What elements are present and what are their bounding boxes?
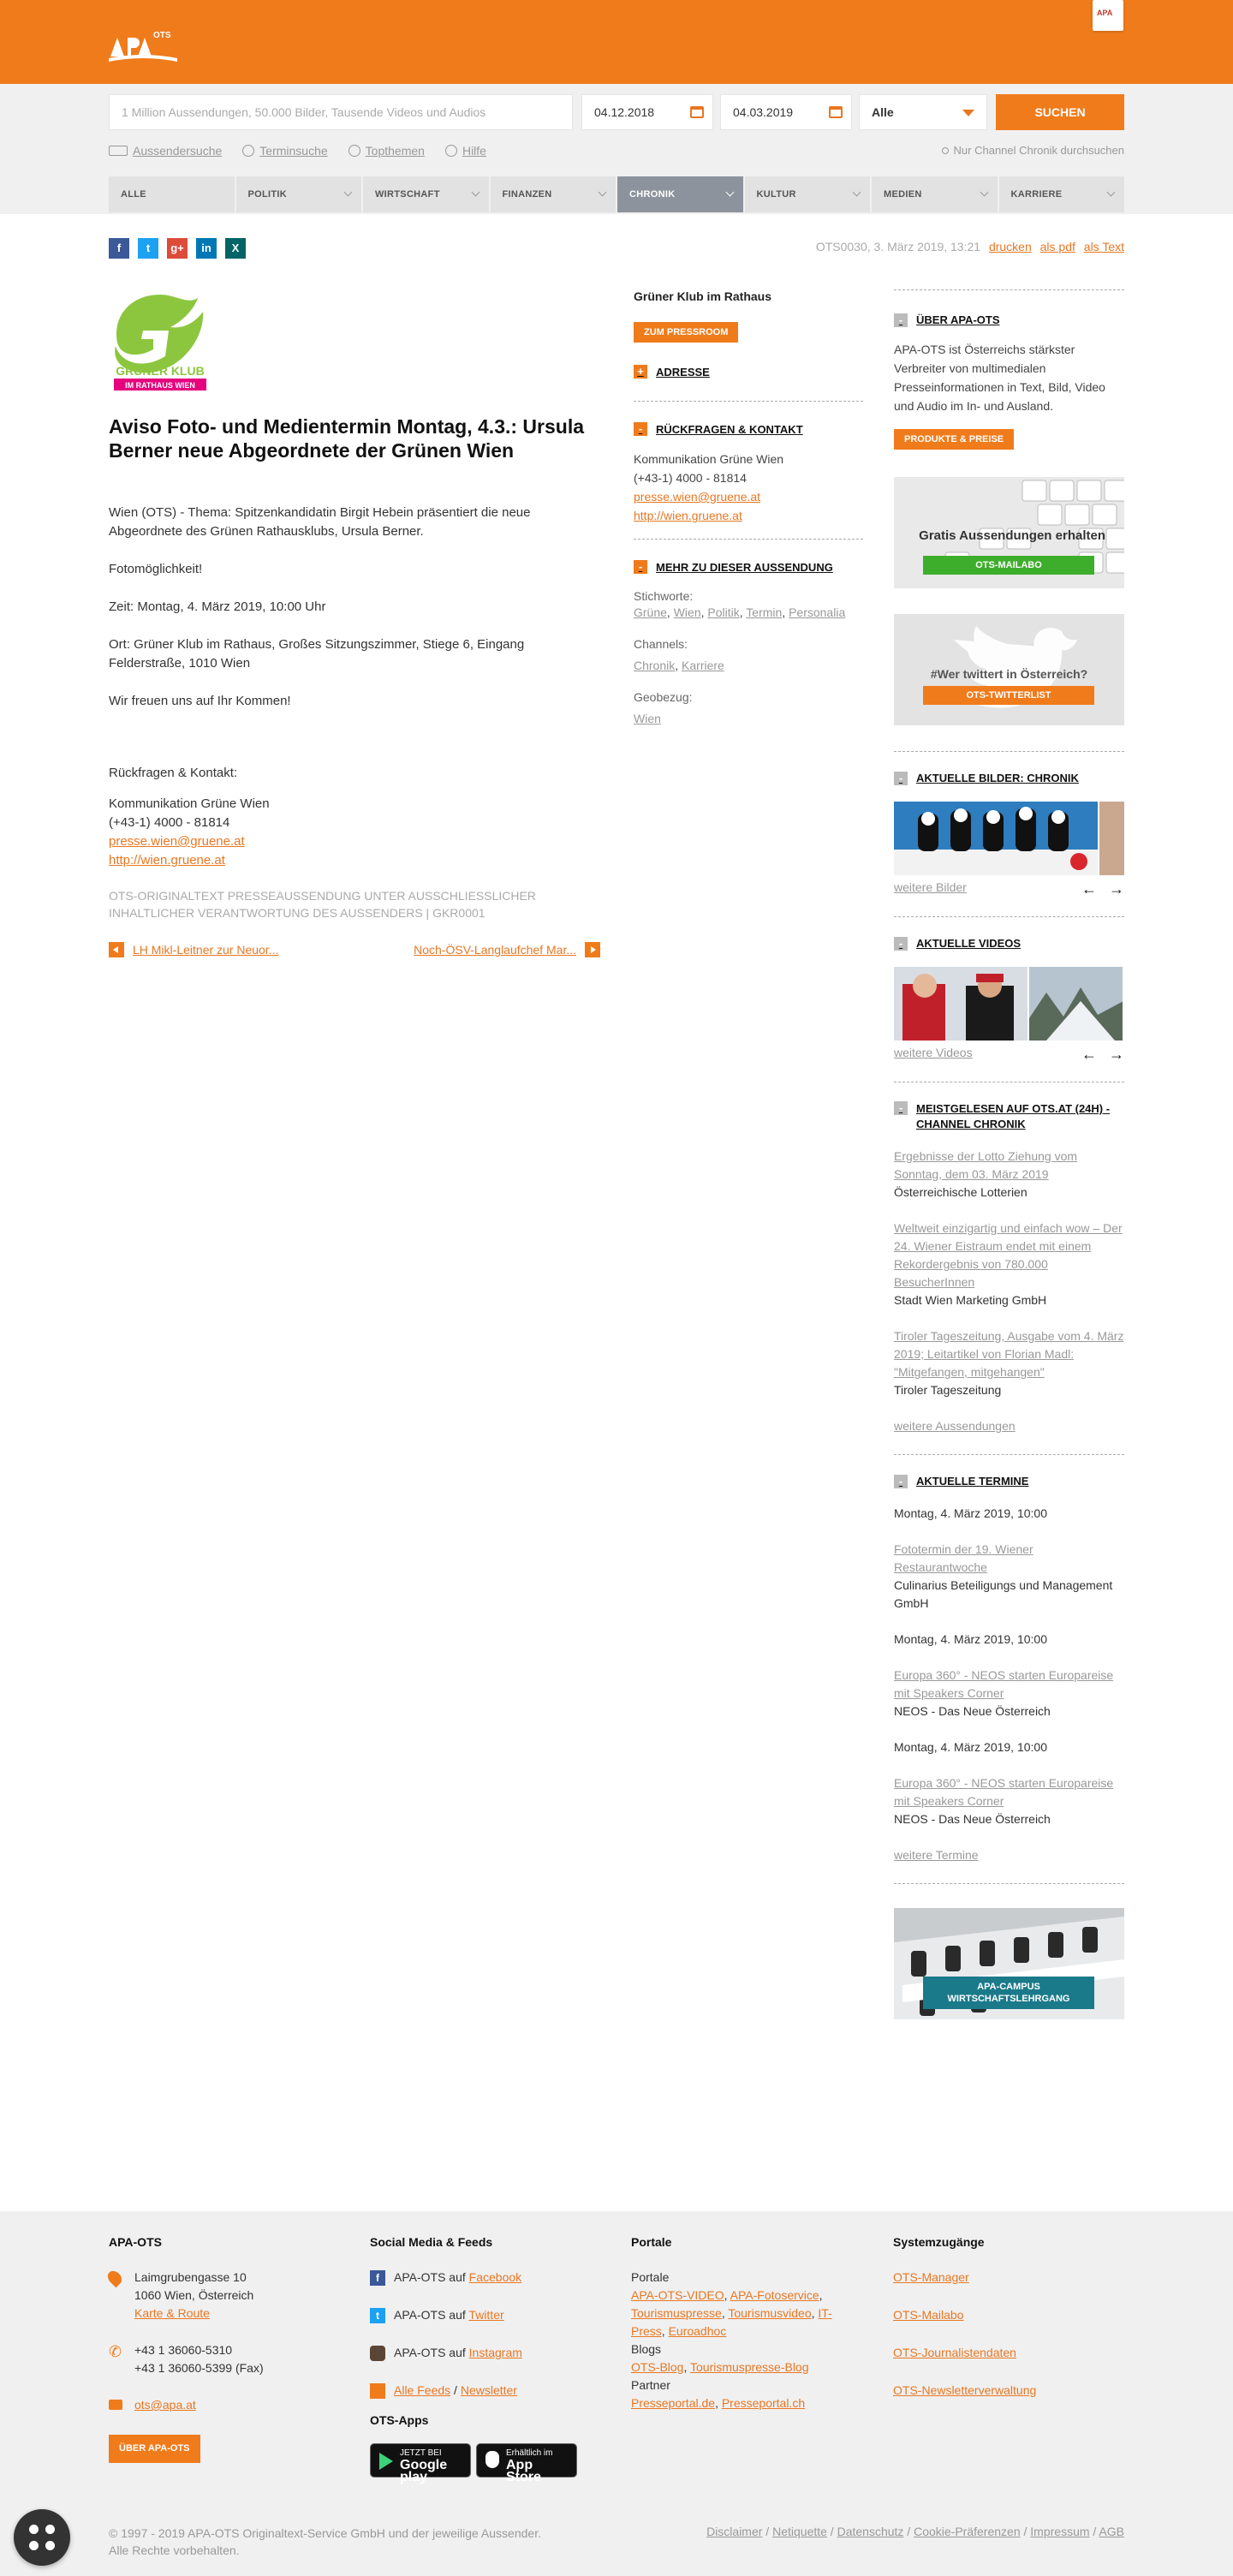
pdf-link[interactable]: als pdf — [1039, 240, 1075, 253]
quicklink-hilfe[interactable] — [445, 142, 486, 159]
tab-wirtschaft[interactable] — [363, 176, 491, 212]
chevron-down-icon — [1107, 188, 1116, 197]
fab-dot — [45, 2541, 55, 2550]
about-apa-ots-button[interactable]: ÜBER APA-OTS — [109, 2435, 200, 2463]
logo-line-2: IM RATHAUS WIEN — [125, 381, 195, 390]
keyword-link[interactable]: Grüne — [634, 605, 667, 619]
about-section-toggle[interactable] — [894, 313, 1124, 328]
apps-heading: OTS-Apps — [370, 2413, 429, 2427]
event-source: Culinarius Beteiligungs und Management GmbH — [894, 1578, 1113, 1610]
channels-list: Chronik, Karriere — [634, 659, 724, 672]
channel-only-toggle[interactable] — [942, 144, 1124, 157]
chevron-down-icon — [725, 188, 734, 197]
footer-phone: +43 1 36060-5310 — [134, 2343, 233, 2357]
facebook-link[interactable]: Facebook — [468, 2270, 522, 2284]
divider — [634, 539, 863, 540]
portal-link[interactable]: Tourismusvideo — [728, 2306, 812, 2320]
events-section-toggle[interactable] — [894, 1474, 1124, 1489]
footer — [0, 2211, 1233, 2576]
minus-icon[interactable]: - — [894, 937, 908, 951]
quicklink-label: Aussendersuche — [133, 144, 223, 158]
system-link[interactable]: OTS-Manager — [893, 2270, 969, 2284]
keywords-label: Stichworte: — [634, 589, 694, 603]
google-play-button[interactable] — [370, 2443, 471, 2484]
linkedin-icon[interactable]: in — [196, 238, 217, 259]
videos-section-toggle[interactable] — [894, 936, 1124, 951]
article-paragraph: Fotomöglichkeit! — [109, 562, 203, 576]
mailabo-button[interactable]: OTS-MAILABO — [923, 556, 1094, 575]
twitter-link[interactable]: Twitter — [468, 2308, 504, 2322]
instagram-icon — [370, 2346, 385, 2361]
instagram-link[interactable]: Instagram — [468, 2346, 522, 2359]
footer-fax: +43 1 36060-5399 (Fax) — [134, 2361, 264, 2375]
appstore-big: App Store — [506, 2458, 541, 2484]
divider — [634, 401, 863, 402]
tab-kultur[interactable] — [745, 176, 873, 212]
more-events-link[interactable]: weitere Termine — [894, 1848, 979, 1862]
chronik-image-thumb[interactable] — [894, 802, 1098, 875]
phone-icon: ✆ — [109, 2343, 122, 2360]
mailabo-promo[interactable] — [894, 477, 1124, 588]
most-read-link[interactable]: Weltweit einzigartig und einfach wow – Der 24. Wiener Eistraum endet mit einem Rekordergebnis von 780.000 BesucherInnen — [894, 1221, 1123, 1289]
videos-heading: AKTUELLE VIDEOS — [916, 937, 1022, 950]
social-prefix: APA-OTS auf — [394, 2270, 466, 2284]
search-quicklinks — [109, 142, 486, 159]
gplay-small: JETZT BEI — [400, 2448, 442, 2458]
channel-nav — [109, 176, 1124, 212]
arrow-left-icon[interactable]: ← — [1081, 880, 1097, 897]
footer-email-link[interactable]: ots@apa.at — [134, 2398, 196, 2412]
cookie-settings-button[interactable] — [14, 2509, 70, 2566]
portal-link[interactable]: Tourismuspresse — [631, 2306, 722, 2320]
images-heading: AKTUELLE BILDER: CHRONIK — [916, 772, 1079, 784]
contact-web-link[interactable]: http://wien.gruene.at — [634, 509, 742, 522]
search-button[interactable]: SUCHEN — [996, 94, 1124, 130]
ots-disclaimer: OTS-ORIGINALTEXT PRESSEAUSSENDUNG UNTER AUSSCHLIESSLICHER INHALTLICHER VERANTWORTUNG DES AUSSENDERS | GKR0001 — [109, 889, 536, 920]
channel-link[interactable]: Chronik — [634, 659, 676, 672]
mailabo-text: Gratis Aussendungen erhalten — [919, 528, 1105, 543]
more-heading: MEHR ZU DIESER AUSSENDUNG — [656, 560, 833, 574]
most-read-item — [894, 1219, 1124, 1309]
partner-label: Partner — [631, 2378, 670, 2392]
minus-icon[interactable]: - — [634, 560, 647, 574]
arrow-right-icon[interactable]: → — [1109, 880, 1124, 897]
sidebar-right — [894, 289, 1124, 2019]
blog-link[interactable]: OTS-Blog — [631, 2360, 684, 2374]
contact-email-link[interactable]: presse.wien@gruene.at — [634, 490, 761, 504]
event-source: NEOS - Das Neue Österreich — [894, 1812, 1051, 1826]
more-releases-link[interactable]: weitere Aussendungen — [894, 1419, 1016, 1433]
google-play-icon — [379, 2453, 393, 2470]
mail-icon — [109, 2400, 122, 2410]
tab-label: ALLE — [121, 189, 146, 200]
clock-icon — [242, 145, 254, 157]
chronik-image-thumb[interactable] — [1099, 802, 1124, 875]
print-link[interactable]: drucken — [988, 240, 1032, 253]
event-date: Montag, 4. März 2019, 10:00 — [894, 1632, 1047, 1646]
legal-link[interactable]: AGB — [1099, 2525, 1124, 2538]
apa-badge[interactable] — [1093, 0, 1123, 31]
event-item — [894, 1738, 1124, 1828]
copyright — [109, 2525, 541, 2559]
geo-link[interactable]: Wien — [634, 712, 661, 725]
system-link[interactable]: OTS-Mailabo — [893, 2308, 964, 2322]
keywords-list: Grüne, Wien, Politik, Termin, Personalia — [634, 605, 846, 619]
contact-name: Kommunikation Grüne Wien — [634, 452, 784, 466]
location-pin-icon — [105, 2269, 125, 2288]
date-to-field[interactable] — [720, 94, 852, 130]
tab-label: MEDIEN — [884, 189, 922, 200]
event-source: NEOS - Das Neue Österreich — [894, 1704, 1051, 1718]
article-contact — [109, 764, 588, 870]
images-footer — [894, 880, 1124, 897]
most-read-source: Stadt Wien Marketing GmbH — [894, 1293, 1047, 1307]
apa-ots-logo[interactable] — [109, 26, 177, 63]
sender-name: Grüner Klub im Rathaus — [634, 289, 772, 303]
info-icon — [445, 145, 457, 157]
divider — [894, 1883, 1124, 1884]
portale-label: Portale — [631, 2270, 670, 2284]
facebook-icon[interactable]: f — [109, 238, 129, 259]
appstore-small: Erhältlich im — [506, 2448, 553, 2458]
event-item — [894, 1505, 1124, 1613]
more-images-link[interactable]: weitere Bilder — [894, 880, 967, 894]
article-paragraph: Wir freuen uns auf Ihr Kommen! — [109, 694, 291, 708]
tab-label: KARRIERE — [1010, 189, 1063, 200]
footer-heading: Social Media & Feeds — [370, 2235, 493, 2249]
video-thumb[interactable] — [1029, 967, 1123, 1041]
footer-city: 1060 Wien, Österreich — [134, 2288, 254, 2302]
tab-karriere[interactable] — [999, 176, 1125, 212]
twitterlist-promo[interactable] — [894, 614, 1124, 725]
fab-dot — [29, 2525, 39, 2534]
contact-heading: Rückfragen & Kontakt: — [109, 766, 238, 780]
about-text: APA-OTS ist Österreichs stärkster Verbreiter von multimedialen Presseinformationen in Text, Bild, Video und Audio im In- und Ausland. — [894, 343, 1105, 413]
arrow-right-icon[interactable]: → — [1109, 1046, 1124, 1063]
apple-icon — [485, 2451, 499, 2468]
social-prefix: APA-OTS auf — [394, 2346, 466, 2359]
copyright-line-2: Alle Rechte vorbehalten. — [109, 2543, 240, 2557]
pressroom-button[interactable]: ZUM PRESSROOM — [634, 322, 738, 343]
all-feeds-link[interactable]: Alle Feeds — [394, 2383, 451, 2397]
more-toggle[interactable] — [634, 560, 863, 574]
divider — [894, 1454, 1124, 1455]
category-select-value: Alle — [872, 105, 894, 119]
address-toggle[interactable] — [634, 365, 863, 379]
event-date: Montag, 4. März 2019, 10:00 — [894, 1740, 1047, 1754]
most-read-source: Tiroler Tageszeitung — [894, 1383, 1002, 1397]
images-section-toggle[interactable] — [894, 771, 1124, 786]
xing-icon[interactable]: X — [225, 238, 246, 259]
date-from-value: 04.12.2018 — [594, 105, 655, 119]
tab-label: CHRONIK — [629, 189, 676, 200]
footer-col-portale: Portale Portale APA-OTS-VIDEO, APA-Fotoservice, Tourismuspresse, Tourismusvideo, IT-Press, Euroadhoc Blogs OTS-Blog, Tourismuspresse-Blog Partner Presseportal.de, Presseportal.ch — [631, 2233, 854, 2412]
events-heading: AKTUELLE TERMINE — [916, 1475, 1029, 1488]
event-link[interactable]: Europa 360° - NEOS starten Europareise mit Speakers Corner — [894, 1776, 1114, 1808]
channels-label: Channels: — [634, 637, 688, 651]
app-store-button[interactable] — [476, 2443, 577, 2484]
apa-campus-promo[interactable] — [894, 1908, 1124, 2019]
event-link[interactable]: Fototermin der 19. Wiener Restaurantwoche — [894, 1542, 1033, 1574]
legal-link[interactable]: Disclaimer — [706, 2525, 763, 2538]
legal-link[interactable]: Datenschutz — [837, 2525, 904, 2538]
twitterlist-button[interactable]: OTS-TWITTERLIST — [923, 686, 1094, 705]
legal-link[interactable]: Cookie-Präferenzen — [914, 2525, 1021, 2538]
calendar-icon[interactable] — [829, 106, 843, 118]
footer-col-social: Social Media & Feeds f APA-OTS auf Facebook t APA-OTS auf Twitter APA-OTS auf Instagram Alle Feeds / Newsletter OTS-Apps JETZT BEI Google play Erhältlich im App Store — [370, 2233, 601, 2478]
blog-link[interactable]: Tourismuspresse-Blog — [690, 2360, 809, 2374]
more-videos-link[interactable]: weitere Videos — [894, 1046, 973, 1059]
minus-icon[interactable]: - — [894, 1101, 908, 1115]
most-read-link[interactable]: Tiroler Tageszeitung, Ausgabe vom 4. März 2019; Leitartikel von Florian Madl: "Mitgefangen, mitgehangen" — [894, 1329, 1124, 1379]
compass-icon — [348, 145, 360, 157]
copyright-line-1: © 1997 - 2019 APA-OTS Originaltext-Service GmbH und der jeweilige Aussender. — [109, 2526, 541, 2540]
portal-link[interactable]: APA-OTS-VIDEO — [631, 2288, 724, 2302]
svg-text:OTS: OTS — [153, 31, 171, 40]
text-link[interactable]: als Text — [1083, 240, 1124, 253]
most-read-heading: MEISTGELESEN AUF OTS.AT (24H) - CHANNEL CHRONIK — [916, 1102, 1111, 1130]
tab-politik[interactable] — [236, 176, 364, 212]
logo-line-1: GRÜNER KLUB — [116, 364, 205, 378]
calendar-icon[interactable] — [690, 106, 704, 118]
footer-heading: APA-OTS — [109, 2235, 162, 2249]
minus-icon[interactable]: - — [634, 422, 647, 436]
apa-campus-button[interactable]: APA-CAMPUS WIRTSCHAFTSLEHRGANG — [923, 1977, 1094, 2009]
article-meta — [816, 240, 1124, 253]
chevron-down-icon — [599, 188, 607, 197]
contact-phone: (+43-1) 4000 - 81814 — [634, 471, 747, 485]
channel-link[interactable]: Karriere — [682, 659, 724, 672]
category-select[interactable] — [859, 94, 987, 130]
legal-links: Disclaimer / Netiquette / Datenschutz / Cookie-Präferenzen / Impressum / AGB — [706, 2525, 1124, 2538]
arrow-right-icon[interactable] — [585, 942, 600, 957]
footer-heading: Systemzugänge — [893, 2235, 985, 2249]
video-thumb[interactable] — [894, 967, 1028, 1041]
most-read-item — [894, 1148, 1124, 1202]
most-read-link[interactable]: Ergebnisse der Lotto Ziehung vom Sonntag, dem 03. März 2019 — [894, 1149, 1078, 1181]
article-id-date: OTS0030, 3. März 2019, 13:21 — [815, 240, 981, 253]
keyword-link[interactable]: Wien — [673, 605, 701, 619]
footer-street: Laimgrubengasse 10 — [134, 2270, 247, 2284]
article-paragraph: Wien (OTS) - Thema: Spitzenkandidatin Birgit Hebein präsentiert die neue Abgeordnete des Grünen Rathausklubs, Ursula Berner. — [109, 505, 531, 539]
event-item — [894, 1631, 1124, 1720]
quicklink-terminsuche[interactable] — [242, 142, 327, 159]
most-read-source: Österreichische Lotterien — [894, 1185, 1028, 1199]
arrow-left-icon[interactable]: ← — [1081, 1046, 1097, 1063]
tab-label: FINANZEN — [502, 189, 552, 200]
apa-badge-label: APA — [1097, 9, 1113, 17]
partner-link[interactable]: Presseportal.de — [631, 2396, 716, 2410]
blogs-label: Blogs — [631, 2342, 662, 2356]
search-area — [0, 84, 1233, 214]
divider — [894, 751, 1124, 752]
footer-heading: Portale — [631, 2235, 672, 2249]
geo-label: Geobezug: — [634, 690, 693, 704]
quicklink-topthemen[interactable] — [348, 142, 425, 159]
contact-phone: (+43-1) 4000 - 81814 — [109, 815, 230, 830]
date-to-value: 04.03.2019 — [733, 105, 794, 119]
contact-toggle[interactable] — [634, 422, 863, 436]
newsletter-link[interactable]: Newsletter — [460, 2383, 517, 2397]
arrow-left-icon[interactable] — [109, 942, 124, 957]
footer-col-system — [893, 2233, 1124, 2400]
videos-footer — [894, 1046, 1124, 1063]
tab-chronik[interactable] — [617, 176, 745, 212]
most-read-item — [894, 1327, 1124, 1399]
radio-icon[interactable] — [942, 147, 949, 154]
map-route-link[interactable]: Karte & Route — [134, 2306, 210, 2320]
channel-only-label: Nur Channel Chronik durchsuchen — [953, 144, 1124, 157]
chevron-down-icon — [962, 110, 974, 116]
footer-col-apa-ots — [109, 2233, 331, 2463]
keyword-link[interactable]: Politik — [707, 605, 740, 619]
partner-link[interactable]: Presseportal.ch — [721, 2396, 806, 2410]
article-paragraph: Zeit: Montag, 4. März 2019, 10:00 Uhr — [109, 599, 326, 614]
article-paragraph: Ort: Grüner Klub im Rathaus, Großes Sitzungszimmer, Stiege 6, Eingang Felderstraße, 1010 Wien — [109, 637, 525, 671]
contact-name: Kommunikation Grüne Wien — [109, 796, 270, 811]
next-article[interactable] — [414, 942, 600, 957]
sender-icon — [109, 146, 128, 156]
address-heading: ADRESSE — [656, 365, 710, 379]
article-body — [109, 504, 588, 730]
portal-link[interactable]: Euroadhoc — [668, 2324, 727, 2338]
legal-link[interactable]: Netiquette — [772, 2525, 827, 2538]
contact-section-heading: RÜCKFRAGEN & KONTAKT — [656, 422, 803, 436]
most-read-toggle[interactable] — [894, 1101, 1124, 1132]
tab-alle[interactable] — [109, 176, 236, 212]
portal-link[interactable]: APA-Fotoservice — [730, 2288, 819, 2302]
system-link[interactable]: OTS-Journalistendaten — [893, 2346, 1016, 2359]
quicklink-aussendersuche[interactable] — [109, 142, 222, 159]
article-title: Aviso Foto- und Medientermin Montag, 4.3.: Ursula Berner neue Abgeordnete der Grünen Wien — [109, 415, 585, 462]
chevron-down-icon — [853, 188, 861, 197]
quicklink-label: Hilfe — [462, 144, 486, 158]
twitter-icon[interactable]: t — [138, 238, 158, 259]
divider — [894, 289, 1124, 290]
prev-article-link[interactable]: LH Mikl-Leitner zur Neuor... — [133, 943, 279, 957]
system-link[interactable]: OTS-Newsletterverwaltung — [893, 2383, 1037, 2397]
minus-icon[interactable]: - — [894, 313, 908, 327]
gplay-big: Google play — [400, 2458, 448, 2484]
tab-label: KULTUR — [756, 189, 796, 200]
rss-icon — [370, 2383, 385, 2399]
chevron-down-icon — [471, 188, 480, 197]
tab-label: WIRTSCHAFT — [375, 189, 440, 200]
about-heading: ÜBER APA-OTS — [916, 313, 1000, 326]
next-article-link[interactable]: Noch-ÖSV-Langlaufchef Mar... — [414, 943, 576, 957]
plus-icon[interactable]: + — [634, 365, 647, 379]
share-bar — [109, 238, 246, 259]
event-date: Montag, 4. März 2019, 10:00 — [894, 1506, 1047, 1520]
tab-label: POLITIK — [247, 189, 287, 200]
keyword-link[interactable]: Personalia — [789, 605, 846, 619]
videos-carousel[interactable] — [894, 967, 1124, 1041]
twitter-icon: t — [370, 2308, 385, 2323]
keyword-link[interactable]: Termin — [746, 605, 783, 619]
quicklink-label: Terminsuche — [259, 144, 328, 158]
gruener-klub-logo — [109, 289, 211, 392]
prev-article[interactable] — [109, 942, 278, 957]
date-from-field[interactable] — [581, 94, 713, 130]
contact-email-link[interactable]: presse.wien@gruene.at — [109, 834, 245, 849]
tab-medien[interactable] — [872, 176, 999, 212]
googleplus-icon[interactable]: g+ — [167, 238, 188, 259]
products-button[interactable]: PRODUKTE & PREISE — [894, 429, 1014, 450]
legal-link[interactable]: Impressum — [1030, 2525, 1090, 2538]
header-bar — [0, 0, 1233, 84]
minus-icon[interactable]: - — [894, 772, 908, 785]
chevron-down-icon — [980, 188, 988, 197]
twitter-promo-text: #Wer twittert in Österreich? — [930, 667, 1088, 681]
fab-dot — [45, 2525, 55, 2534]
event-link[interactable]: Europa 360° - NEOS starten Europareise mit Speakers Corner — [894, 1668, 1114, 1700]
chevron-down-icon — [344, 188, 353, 197]
minus-icon[interactable]: - — [894, 1475, 908, 1488]
divider — [894, 916, 1124, 917]
social-prefix: APA-OTS auf — [394, 2308, 466, 2322]
images-carousel[interactable] — [894, 802, 1124, 875]
contact-web-link[interactable]: http://wien.gruene.at — [109, 853, 225, 868]
contact-details — [634, 450, 863, 525]
tab-finanzen[interactable] — [491, 176, 618, 212]
search-input[interactable]: 1 Million Aussendungen, 50.000 Bilder, Tausende Videos und Audios — [109, 94, 573, 130]
sender-info-column — [634, 289, 863, 728]
quicklink-label: Topthemen — [365, 144, 425, 158]
facebook-icon: f — [370, 2270, 385, 2286]
portal-link[interactable]: IT-Press — [631, 2306, 832, 2338]
fab-dot — [29, 2541, 39, 2550]
